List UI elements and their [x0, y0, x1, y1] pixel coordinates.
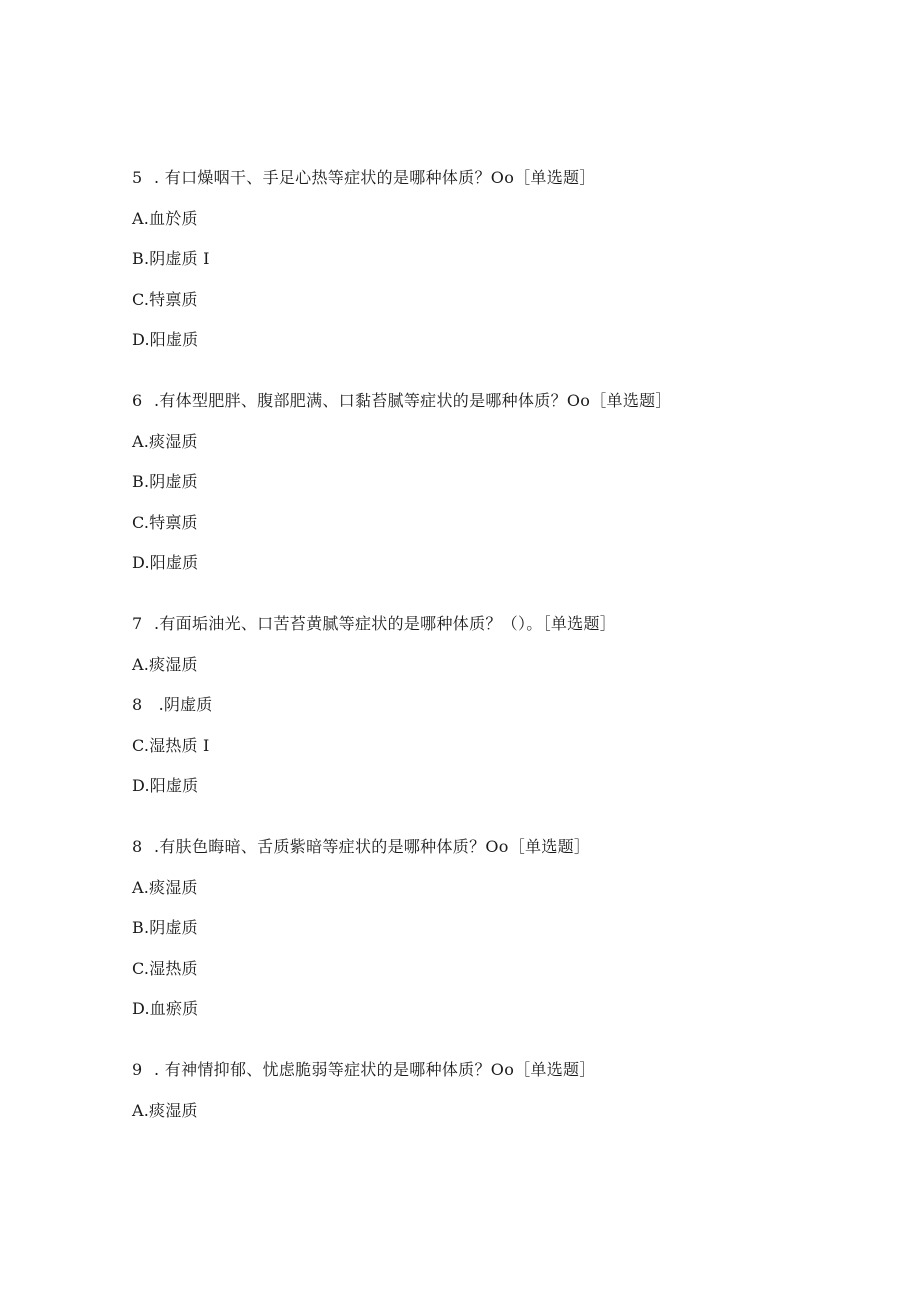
question-text: .有肤色晦暗、舌质紫暗等症状的是哪种体质？Oo［单选题］	[154, 837, 591, 856]
option-8d: D.血瘀质	[132, 999, 199, 1018]
question-number: 9	[132, 1060, 143, 1079]
option-5b: B.阴虚质 I	[132, 249, 210, 268]
question-number: 8	[132, 837, 143, 856]
question-text: . 有口燥咽干、手足心热等症状的是哪种体质？Oo［单选题］	[154, 168, 596, 187]
option-7a: A.痰湿质	[132, 655, 198, 674]
question-number: 6	[132, 391, 143, 410]
question-text: .有面垢油光、口苦苔黄腻等症状的是哪种体质？（）。［单选题］	[154, 614, 617, 633]
option-6a: A.痰湿质	[132, 432, 198, 451]
question-number: 7	[132, 614, 143, 633]
option-7d: D.阳虚质	[132, 776, 199, 795]
question-6	[132, 391, 672, 411]
option-7b: 8 .阴虚质	[132, 695, 213, 714]
option-5d: D.阳虚质	[132, 330, 199, 349]
option-8b: B.阴虚质	[132, 918, 198, 937]
option-8a: A.痰湿质	[132, 878, 198, 897]
option-6d: D.阳虚质	[132, 553, 199, 572]
option-5c: C.特禀质	[132, 290, 198, 309]
option-9a: A.痰湿质	[132, 1101, 198, 1120]
option-7c: C.湿热质 I	[132, 736, 210, 755]
option-6c: C.特禀质	[132, 513, 198, 532]
option-8c: C.湿热质	[132, 959, 198, 978]
question-5	[132, 168, 596, 188]
question-number: 5	[132, 168, 143, 187]
question-text: . 有神情抑郁、忧虑脆弱等症状的是哪种体质？Oo［单选题］	[154, 1060, 596, 1079]
option-5a: A.血於质	[132, 209, 198, 228]
question-7	[132, 614, 616, 634]
question-9	[132, 1060, 596, 1080]
question-8	[132, 837, 590, 857]
question-text: .有体型肥胖、腹部肥满、口黏苔腻等症状的是哪种体质？Oo［单选题］	[154, 391, 672, 410]
option-6b: B.阴虚质	[132, 472, 198, 491]
